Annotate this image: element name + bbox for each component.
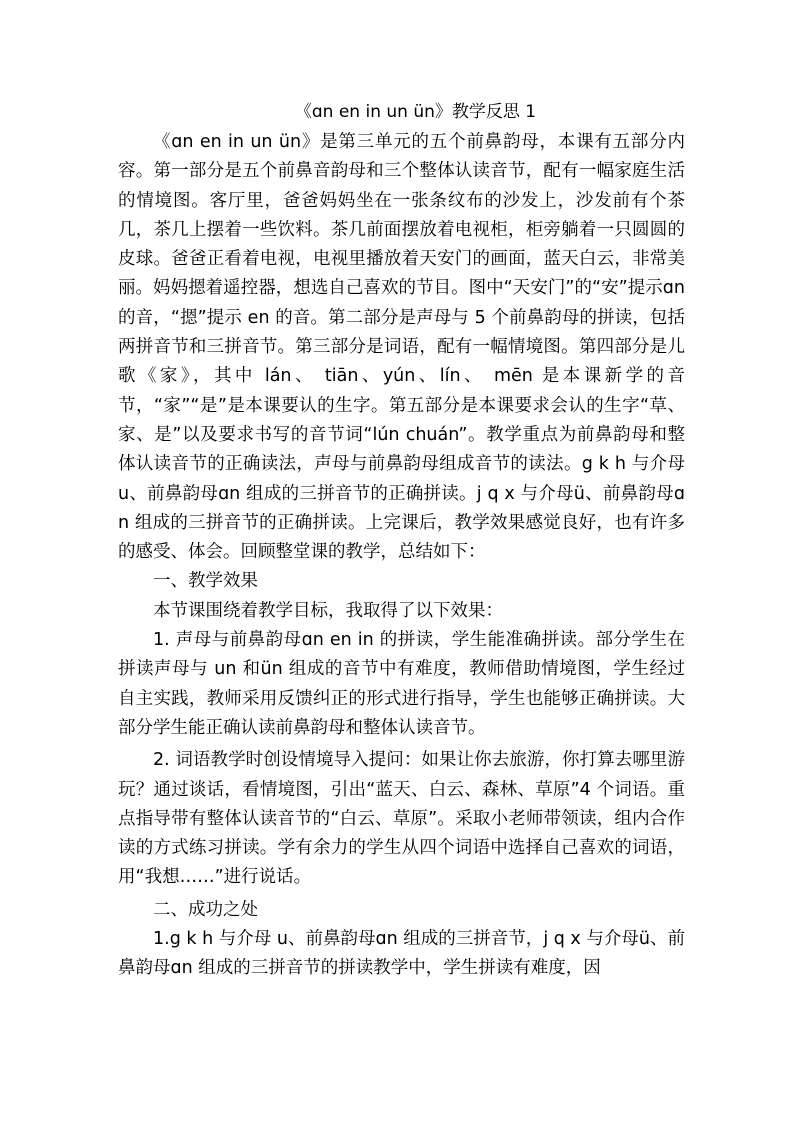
section-heading-teaching-effect: 一、教学效果 [153,571,258,592]
effect-point-2-paragraph: 2. 词语教学时创设情境导入提问：如果让你去旅游，你打算去哪里游玩？通过谈话，看情境图，引出“蓝天、白云、森林、草原”4 个词语。重点指导带有整体认读音节的“白云、草原”。采取小老师带领读，组内合作读的方式练习拼读。学有余力的学生从四个词语中选择自己喜欢的词语，用“我想……”进行说话。 [118,750,685,888]
effect-point-1-paragraph: 1. 声母与前鼻韵母ɑn en in 的拼读，学生能准确拼读。部分学生在拼读声母与 un 和ün 组成的音节中有难度，教师借助情境图，学生经过自主实践，教师采用反馈纠正的形式进行指导，学生也能够正确拼读。大部分学生能正确认读前鼻韵母和整体认读音节。 [118,630,685,738]
success-point-1-paragraph: 1.g k h 与介母 u、前鼻韵母ɑn 组成的三拼音节，j q x 与介母ü、前鼻韵母ɑn 组成的三拼音节的拼读教学中，学生拼读有难度，因 [118,929,685,979]
document-title: 《ɑn en in un ün》教学反思 1 [294,102,537,122]
section-heading-success: 二、成功之处 [153,899,258,920]
document-page [118,98,685,984]
intro-paragraph: 《ɑn en in un ün》是第三单元的五个前鼻韵母，本课有五部分内容。第一部分是五个前鼻音韵母和三个整体认读音节，配有一幅家庭生活的情境图。客厅里，爸爸妈妈坐在一张条纹布的沙发上，沙发前有个茶几，茶几上摆着一些饮料。茶几前面摆放着电视柜，柜旁躺着一只圆圆的皮球。爸爸正看着电视，电视里播放着天安门的画面，蓝天白云，非常美丽。妈妈摁着遥控器，想选自己喜欢的节目。图中“天安门”的“安”提示ɑn 的音，“摁”提示 en 的音。第二部分是声母与 5 个前鼻韵母的拼读，包括两拼音节和三拼音节。第三部分是词语，配有一幅情境图。第四部分是儿歌《家》，其中 lán、 tiān、yún、lín、 mēn 是本课新学的音节，“家”“是”是本课要认的生字。第五部分是本课要求会认的生字“草、家、是”以及要求书写的音节词“lún chuán”。教学重点为前鼻韵母和整体认读音节的正确读法，声母与前鼻韵母组成音节的读法。g k h 与介母 u、前鼻韵母ɑn 组成的三拼音节的正确拼读。j q x 与介母ü、前鼻韵母ɑn 组成的三拼音节的正确拼读。上完课后，教学效果感觉良好，也有许多的感受、体会。回顾整堂课的教学，总结如下： [118,132,685,563]
effect-summary-paragraph: 本节课围绕着教学目标，我取得了以下效果： [153,600,503,621]
